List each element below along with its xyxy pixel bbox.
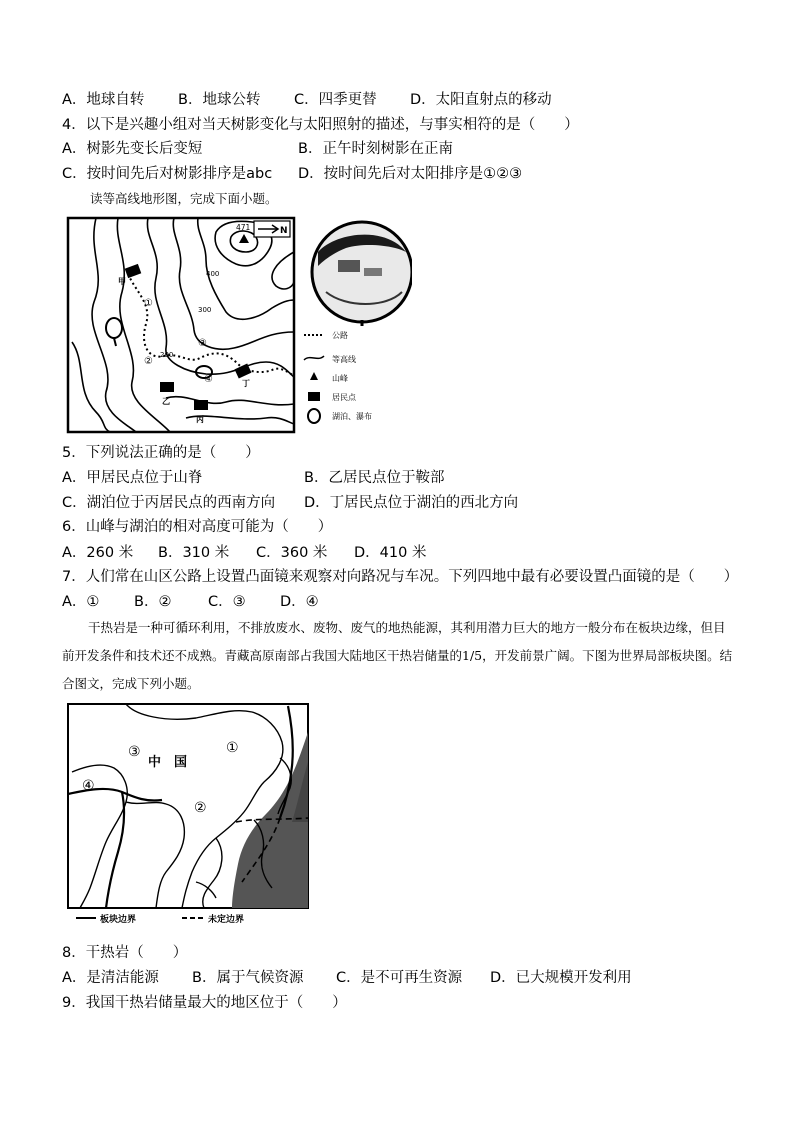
- q4-option-c: C．按时间先后对树影排序是abc: [62, 166, 273, 182]
- section-intro-contour: 读等高线地形图，完成下面小题。: [90, 191, 278, 206]
- q8-option-d: D．已大规模开发利用: [490, 970, 632, 986]
- settlement-label-jia: 甲: [118, 277, 126, 286]
- q6-option-d: D．410 米: [354, 545, 427, 561]
- legend-peak: 山峰: [332, 374, 348, 383]
- legend-undefined-boundary: 未定边界: [208, 915, 245, 925]
- legend-lake: 湖泊、瀑布: [332, 412, 372, 421]
- q5-stem: 5．下列说法正确的是（ ）: [62, 445, 260, 461]
- q6-option-c: C．360 米: [256, 545, 328, 561]
- q3-option-c: C．四季更替: [294, 92, 377, 108]
- contour-map-figure: [66, 212, 412, 436]
- peak-value: 471: [236, 223, 251, 232]
- q3-option-d: D．太阳直射点的移动: [410, 92, 552, 108]
- q9-stem: 9．我国干热岩储量最大的地区位于（ ）: [62, 995, 347, 1011]
- q8-option-a: A．是清洁能源: [62, 970, 159, 986]
- contour-label-300: 300: [198, 306, 212, 314]
- point-2: ②: [144, 356, 153, 367]
- legend-contour: 等高线: [332, 355, 356, 364]
- q5-option-c: C．湖泊位于丙居民点的西南方向: [62, 495, 276, 511]
- map-frame: [68, 218, 294, 432]
- point-3: ③: [198, 338, 207, 349]
- point-1: ①: [144, 298, 153, 309]
- legend-contour-icon: [304, 356, 324, 360]
- section-intro-plates: 干热岩是一种可循环利用，不排放废水、废物、废气的地热能源，其利用潜力巨大的地方一般分布在板块边缘，但目前开发条件和技术还不成熟。青藏高原南部占我国大陆地区干热岩储量的1/5，开发前景广阔。下图为世界局部板块图。结合图文，完成下列小题。: [62, 620, 733, 691]
- q7-option-a: A．①: [62, 594, 100, 610]
- north-label: N: [280, 226, 288, 236]
- legend-settlement-icon: [308, 392, 320, 401]
- settlement-label-ding: 丁: [242, 379, 250, 388]
- plate-map-figure: [66, 702, 312, 926]
- legend-road: 公路: [332, 331, 348, 340]
- q8-option-c: C．是不可再生资源: [336, 970, 463, 986]
- settlement-icon: [194, 400, 208, 410]
- q8-option-b: B．属于气候资源: [192, 970, 304, 986]
- q6-stem: 6．山峰与湖泊的相对高度可能为（ ）: [62, 519, 333, 535]
- q7-stem: 7．人们常在山区公路上设置凸面镜来观察对向路况与车况。下列四地中最有必要设置凸面镜的是（ ）: [62, 569, 739, 585]
- legend: [304, 330, 372, 423]
- q6-option-b: B．310 米: [158, 545, 230, 561]
- q4-option-b: B．正午时刻树影在正南: [298, 141, 453, 157]
- q5-option-b: B．乙居民点位于鞍部: [304, 470, 445, 486]
- q3-option-a: A．地球自转: [62, 92, 145, 108]
- q8-stem: 8．干热岩（ ）: [62, 945, 188, 961]
- settlement-label-bing: 丙: [196, 415, 204, 424]
- q3-option-b: B．地球公转: [178, 92, 261, 108]
- plate-point-3: ③: [128, 744, 141, 760]
- point-4: ④: [204, 374, 213, 385]
- q4-option-d: D．按时间先后对太阳排序是①②③: [298, 166, 523, 182]
- plate-point-4: ④: [82, 778, 95, 794]
- q5-option-a: A．甲居民点位于山脊: [62, 470, 203, 486]
- country-label-china: 中 国: [148, 755, 188, 770]
- q4-option-a: A．树影先变长后变短: [62, 141, 203, 157]
- q4-stem: 4．以下是兴趣小组对当天树影变化与太阳照射的描述，与事实相符的是（ ）: [62, 117, 579, 133]
- q7-option-b: B．②: [134, 594, 172, 610]
- contour-label-200: 200: [160, 351, 174, 359]
- q7-option-d: D．④: [280, 594, 319, 610]
- settlement-label-yi: 乙: [162, 397, 170, 406]
- contour-label-400: 400: [206, 270, 220, 278]
- q7-option-c: C．③: [208, 594, 246, 610]
- legend-plate-boundary: 板块边界: [100, 915, 137, 925]
- q6-option-a: A．260 米: [62, 545, 134, 561]
- legend-lake-icon: [308, 409, 320, 423]
- settlement-icon: [160, 382, 174, 392]
- q5-option-d: D．丁居民点位于湖泊的西北方向: [304, 495, 519, 511]
- plate-point-2: ②: [194, 800, 207, 816]
- legend-settlement: 居民点: [332, 393, 356, 402]
- legend-peak-icon: [310, 372, 318, 380]
- plate-point-1: ①: [226, 740, 239, 756]
